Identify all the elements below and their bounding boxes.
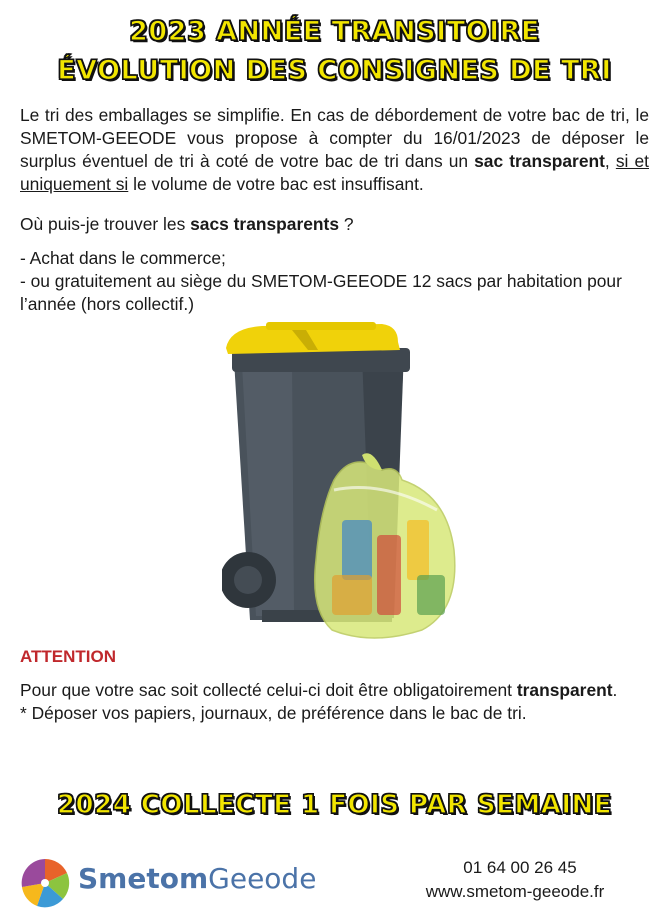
attention-bold: transparent <box>516 680 613 700</box>
bullet-item: - Achat dans le commerce; <box>20 248 226 268</box>
collection-banner: 2024 COLLECTE 1 FOIS PAR SEMAINE <box>56 790 613 820</box>
attention-text-2: . <box>612 680 618 700</box>
intro-underlined: si et uniquement si <box>20 151 649 194</box>
logo-part-1: Smetom <box>78 862 209 895</box>
intro-text-1: Le tri des emballages se simplifie. En cas de débordement de votre bac de tri, le SMETOM-GEEODE vous propose à compter du 16/01/2023 de déposer le surplus éventuel de tri à coté de votre bac de tri dans un <box>20 105 649 171</box>
attention-note: * Déposer vos papiers, journaux, de préférence dans le bac de tri. <box>20 703 527 723</box>
yellow-lid <box>226 322 400 354</box>
logo-wordmark <box>78 862 317 895</box>
title-line-1: 2023 ANNÉE TRANSITOIRE <box>129 16 540 47</box>
website-link[interactable]: www.smetom-geeode.fr <box>425 882 605 901</box>
bin-and-bag-illustration <box>222 320 462 645</box>
title-line-2: ÉVOLUTION DES CONSIGNES DE TRI <box>57 55 612 86</box>
question-text-2: ? <box>339 214 354 234</box>
logo-part-2: Geeode <box>208 862 317 895</box>
attention-paragraph <box>20 679 649 725</box>
question-line <box>20 213 649 236</box>
attention-text-1: Pour que votre sac soit collecté celui-ci doit être obligatoirement <box>20 680 517 700</box>
intro-paragraph <box>20 104 649 196</box>
bullet-list <box>20 247 649 316</box>
transparent-bag <box>315 453 455 638</box>
question-bold: sacs transparents <box>190 214 339 234</box>
bullet-item: - ou gratuitement au siège du SMETOM-GEEODE 12 sacs par habitation pour l’année (hors collectif.) <box>20 271 622 314</box>
attention-heading: ATTENTION <box>20 647 117 666</box>
phone-number: 01 64 00 26 45 <box>463 858 577 877</box>
intro-bold: sac transparent <box>474 151 605 171</box>
intro-text-3: le volume de votre bac est insuffisant. <box>128 174 424 194</box>
intro-text-2: , <box>604 151 616 171</box>
question-text-1: Où puis-je trouver les <box>20 214 191 234</box>
